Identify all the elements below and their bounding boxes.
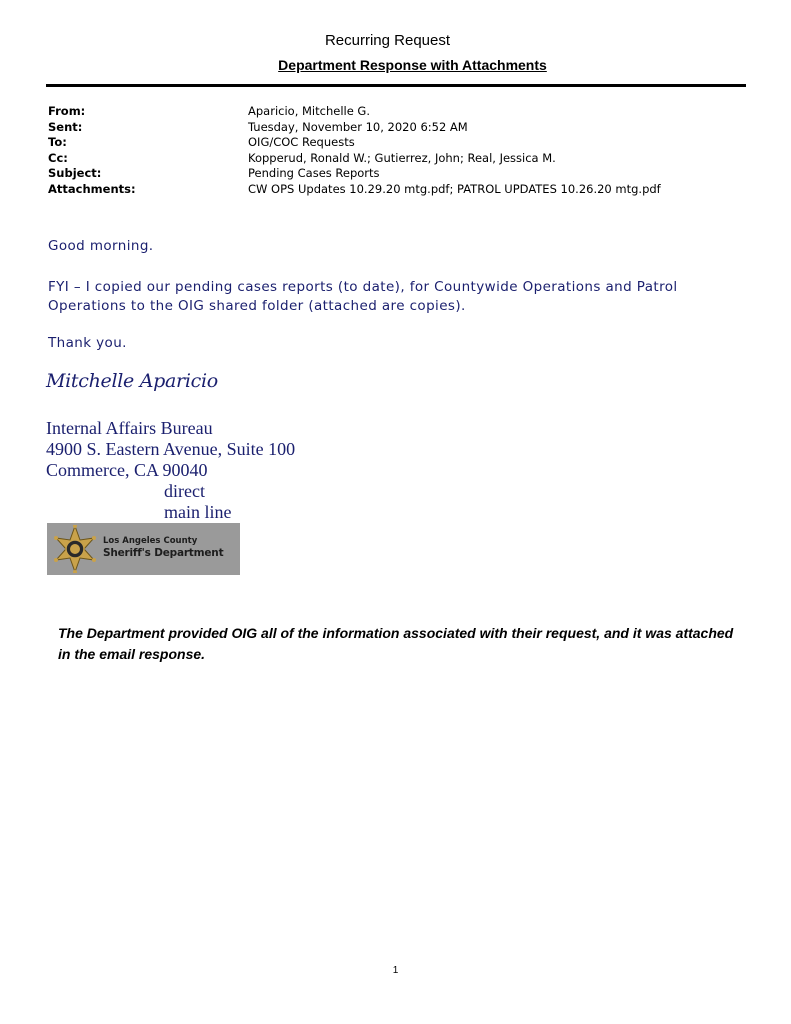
address-city: Commerce, CA 90040 (46, 460, 208, 480)
field-value: Pending Cases Reports (248, 166, 380, 181)
field-label: Sent: (48, 119, 83, 134)
field-label: From: (48, 104, 86, 118)
phone-main-label: main line (164, 502, 232, 522)
document-title: Recurring Request (324, 32, 451, 49)
field-label: Cc: (48, 150, 68, 165)
email-closing: Thank you. (48, 335, 127, 351)
field-value: Kopperud, Ronald W.; Gutierrez, John; Real, Jessica M. (248, 150, 556, 165)
logo-wordmark (103, 535, 238, 559)
header-divider (46, 84, 746, 87)
sheriff-department-logo (47, 523, 240, 575)
email-body: FYI – I copied our pending cases reports (to date), for Countywide Operations and Patrol Operations to the OIG shared folder (attached are copies). (48, 279, 678, 314)
email-greeting: Good morning. (48, 238, 154, 254)
address-street: 4900 S. Eastern Avenue, Suite 100 (46, 439, 296, 459)
field-label: Attachments: (48, 181, 136, 196)
field-label: Subject: (48, 166, 102, 181)
field-value: CW OPS Updates 10.29.20 mtg.pdf; PATROL UPDATES 10.26.20 mtg.pdf (248, 181, 661, 196)
field-value: OIG/COC Requests (248, 135, 355, 150)
field-value: Tuesday, November 10, 2020 6:52 AM (248, 119, 468, 134)
page-number: 1 (392, 965, 399, 976)
address-bureau: Internal Affairs Bureau (46, 418, 213, 438)
phone-direct-label: direct (164, 481, 205, 501)
logo-line-2: Sheriff's Department (103, 547, 224, 559)
document-subtitle: Department Response with Attachments (278, 57, 547, 73)
logo-line-1: Los Angeles County (103, 536, 198, 546)
field-label: To: (48, 135, 67, 150)
sheriff-star-badge-icon (49, 525, 101, 573)
oig-note: The Department provided OIG all of the information associated with their request, and it was attached in the email response. (58, 625, 734, 662)
field-value: Aparicio, Mitchelle G. (248, 104, 371, 118)
signature-name: Mitchelle Aparicio (46, 370, 218, 392)
